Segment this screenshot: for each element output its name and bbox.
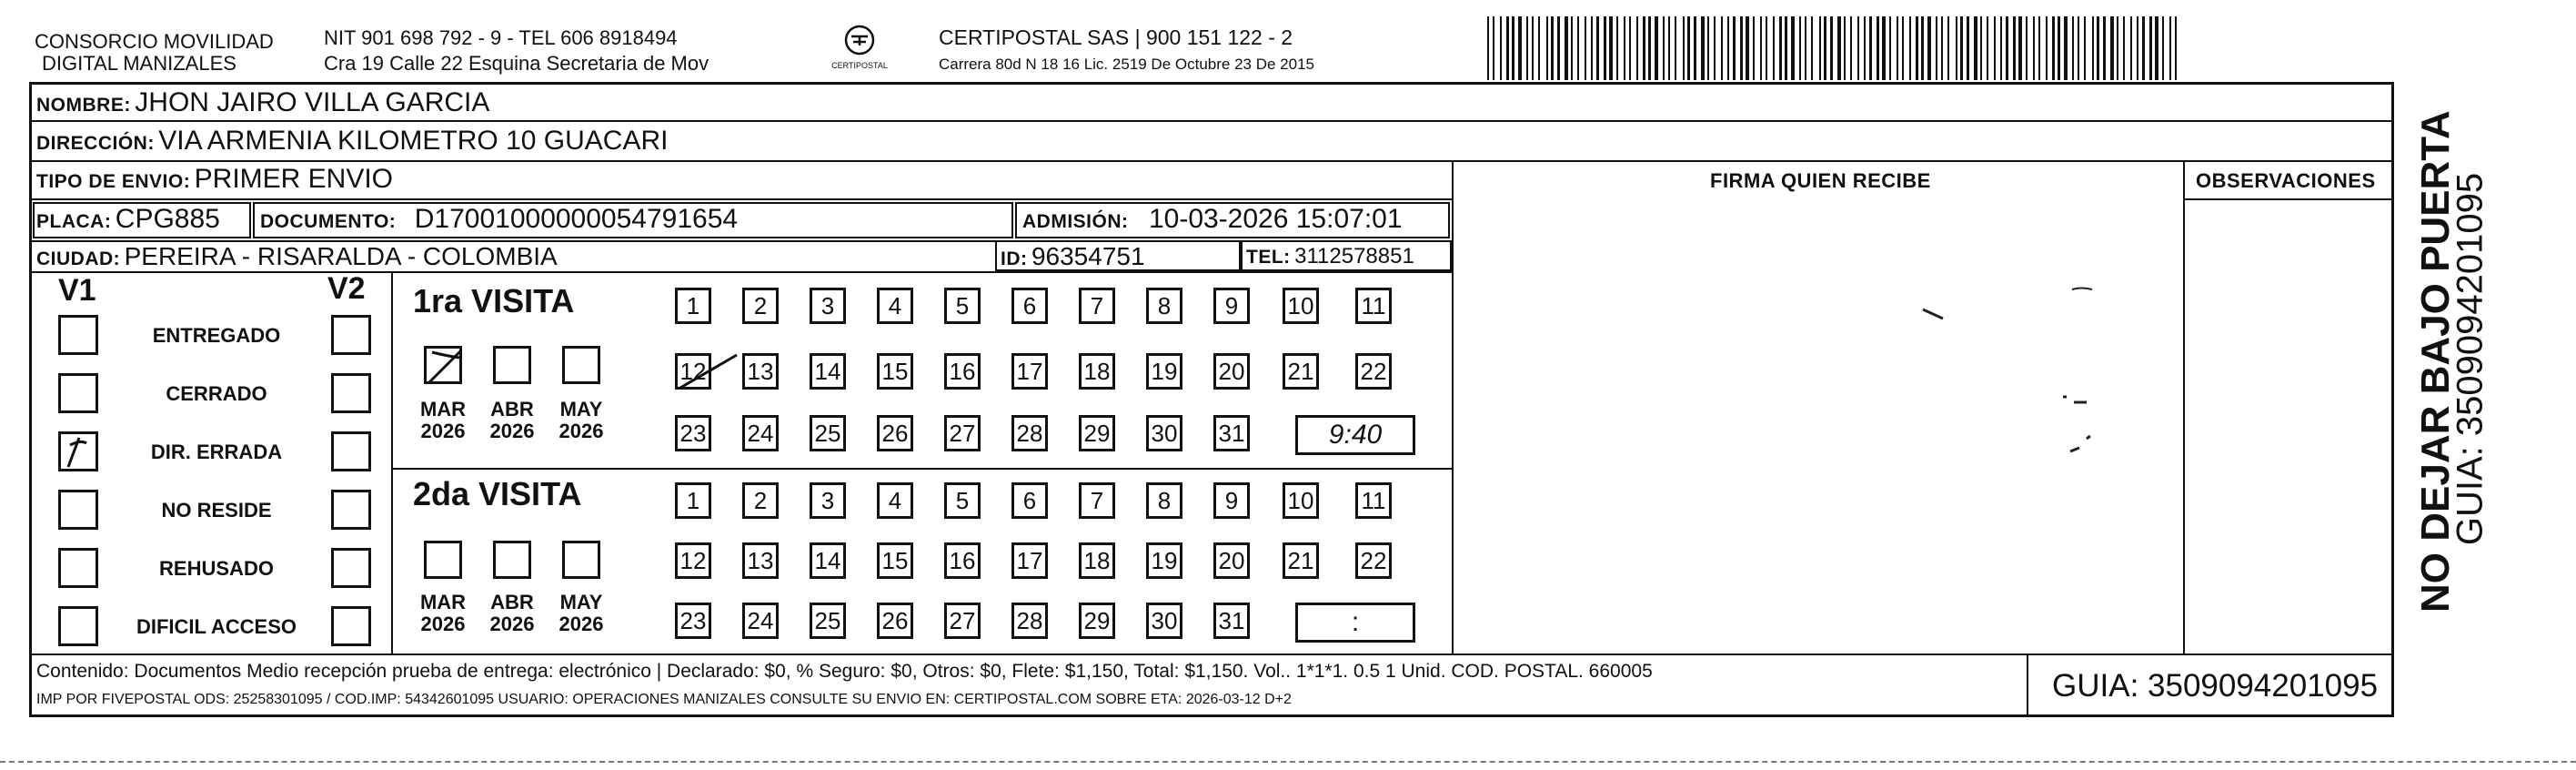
month-year: 2026: [489, 613, 535, 635]
side-guia-text: GUIA: 3509094201095: [2450, 172, 2490, 546]
v2-checkbox[interactable]: [331, 548, 371, 588]
v1-label: V1: [58, 273, 96, 308]
v2-checkbox[interactable]: [331, 315, 371, 355]
month-name: MAY: [559, 398, 603, 420]
company-line2: DIGITAL MANIZALES: [42, 52, 236, 75]
nombre-row: [36, 87, 489, 118]
cut-line: [0, 761, 2576, 763]
first-visit-day-box[interactable]: 13: [742, 353, 779, 390]
no-dejar-text: NO DEJAR BAJO PUERTA: [2413, 110, 2458, 613]
direccion-label: DIRECCIÓN:: [36, 133, 155, 154]
first-visit-day-box[interactable]: 11: [1355, 288, 1392, 324]
second-visit-day-box[interactable]: 7: [1079, 482, 1115, 519]
month-name: MAR: [419, 398, 467, 420]
status-label: REHUSADO: [159, 557, 274, 580]
first-visit-day-box[interactable]: 19: [1146, 353, 1182, 390]
status-label: NO RESIDE: [161, 499, 272, 522]
tipo-envio-label: TIPO DE ENVIO:: [36, 171, 191, 192]
first-visit-day-box[interactable]: 14: [810, 353, 846, 390]
month-name: MAR: [419, 591, 467, 613]
id-field: [1001, 242, 1145, 271]
second-visit-day-box[interactable]: 16: [944, 542, 981, 579]
documento-label: DOCUMENTO:: [260, 211, 397, 232]
nombre-value: JHON JAIRO VILLA GARCIA: [135, 87, 490, 117]
second-visit-day-box[interactable]: 11: [1355, 482, 1392, 519]
second-visit-day-box[interactable]: 9: [1213, 482, 1250, 519]
first-visit-day-box[interactable]: 8: [1146, 288, 1182, 324]
second-visit-day-box[interactable]: 18: [1079, 542, 1115, 579]
certipostal-logo: [810, 24, 910, 76]
first-visit-day-box[interactable]: 16: [944, 353, 981, 390]
first-visit-day-box[interactable]: 5: [944, 288, 981, 324]
id-value: 96354751: [1031, 242, 1145, 270]
contenido-text: Contenido: Documentos Medio recepción prueba de entrega: electrónico | Declarado: $0, % Seguro: $0, Otros: $0, Flete: $1,150, Total: $1,150. Vol.. 1*1*1. 0.5 1 Unid. COD. POSTAL. 660005: [36, 661, 1653, 682]
first-visit-day-box[interactable]: 12: [675, 353, 711, 390]
first-visit-month-label: [549, 399, 613, 442]
second-visit-day-box[interactable]: 13: [742, 542, 779, 579]
month-year: 2026: [558, 613, 604, 635]
second-visit-day-box[interactable]: 21: [1283, 542, 1319, 579]
second-visit-day-box[interactable]: 12: [675, 542, 711, 579]
second-visit-month-box[interactable]: [493, 541, 531, 579]
observaciones-label: OBSERVACIONES: [2196, 169, 2376, 192]
second-visit-day-box[interactable]: 28: [1011, 603, 1048, 639]
address-line: Cra 19 Calle 22 Esquina Secretaria de Mov: [324, 52, 709, 75]
month-year: 2026: [558, 420, 604, 442]
second-visit-month-label: [411, 592, 475, 635]
first-visit-month-label: [411, 399, 475, 442]
first-visit-day-box[interactable]: 2: [742, 288, 779, 324]
tel-value: 3112578851: [1294, 244, 1414, 268]
first-visit-day-box[interactable]: 6: [1011, 288, 1048, 324]
first-visit-day-box[interactable]: 22: [1355, 353, 1392, 390]
day-check-icon: [677, 351, 740, 391]
second-visit-month-box[interactable]: [424, 541, 462, 579]
placa-label: PLACA:: [36, 211, 112, 232]
v1-checkbox[interactable]: [58, 373, 98, 413]
first-visit-day-box[interactable]: 25: [810, 415, 846, 451]
second-visit-day-box[interactable]: 19: [1146, 542, 1182, 579]
company-name: [35, 31, 274, 75]
status-label: CERRADO: [166, 382, 267, 405]
checkmark-icon: [61, 434, 97, 471]
first-visit-month-box[interactable]: [493, 346, 531, 384]
status-label: ENTREGADO: [152, 324, 281, 347]
courier-line2: Carrera 80d N 18 16 Lic. 2519 De Octubre 23 De 2015: [939, 56, 1314, 73]
second-visit-day-box[interactable]: 4: [877, 482, 913, 519]
first-visit-time: 9:40: [1328, 420, 1383, 450]
month-name: ABR: [490, 398, 534, 420]
v1-checkbox[interactable]: [58, 606, 98, 646]
v2-checkbox[interactable]: [331, 606, 371, 646]
first-visit-month-label: [480, 399, 544, 442]
direccion-value: VIA ARMENIA KILOMETRO 10 GUACARI: [158, 126, 669, 156]
v1-checkbox[interactable]: [58, 548, 98, 588]
second-visit-day-box[interactable]: 20: [1213, 542, 1250, 579]
first-visit-day-box[interactable]: 27: [944, 415, 981, 451]
second-visit-day-box[interactable]: 2: [742, 482, 779, 519]
barcode: [1487, 16, 2180, 80]
first-visit-day-box[interactable]: 10: [1283, 288, 1319, 324]
first-visit-day-box[interactable]: 15: [877, 353, 913, 390]
first-visit-day-box[interactable]: 31: [1213, 415, 1250, 451]
second-visit-day-box[interactable]: 1: [675, 482, 711, 519]
first-visit-day-box[interactable]: 18: [1079, 353, 1115, 390]
company-contact: [324, 27, 709, 75]
second-visit-day-box[interactable]: 6: [1011, 482, 1048, 519]
first-visit-month-box[interactable]: [562, 346, 600, 384]
first-visit-day-box[interactable]: 1: [675, 288, 711, 324]
first-visit-day-box[interactable]: 26: [877, 415, 913, 451]
first-visit-day-box[interactable]: 29: [1079, 415, 1115, 451]
v2-checkbox[interactable]: [331, 490, 371, 530]
second-visit-day-box[interactable]: 5: [944, 482, 981, 519]
tel-field: [1246, 244, 1414, 269]
nit-line: NIT 901 698 792 - 9 - TEL 606 8918494: [324, 26, 678, 49]
nombre-label: NOMBRE:: [36, 95, 131, 116]
admision-label: ADMISIÓN:: [1022, 211, 1129, 232]
first-visit-label: 1ra VISITA: [413, 282, 575, 319]
v2-label: V2: [327, 271, 366, 306]
month-name: MAY: [559, 591, 603, 613]
admision-field: [1022, 204, 1403, 235]
check-slash-icon: [427, 349, 465, 387]
second-visit-day-box[interactable]: 14: [810, 542, 846, 579]
second-visit-day-box[interactable]: 22: [1355, 542, 1392, 579]
logo-text: CERTIPOSTAL: [831, 61, 888, 70]
first-visit-month-box[interactable]: [424, 346, 462, 384]
company-line1: CONSORCIO MOVILIDAD: [35, 30, 274, 53]
v1-checkbox[interactable]: [58, 431, 98, 471]
second-visit-day-box[interactable]: 3: [810, 482, 846, 519]
first-visit-day-box[interactable]: 28: [1011, 415, 1048, 451]
second-visit-day-box[interactable]: 8: [1146, 482, 1182, 519]
month-year: 2026: [489, 420, 535, 442]
month-year: 2026: [420, 613, 466, 635]
first-visit-day-box[interactable]: 30: [1146, 415, 1182, 451]
footer-guia: GUIA: 3509094201095: [2052, 668, 2379, 704]
second-visit-day-box[interactable]: 23: [675, 603, 711, 639]
month-name: ABR: [490, 591, 534, 613]
signature-marks: [1892, 273, 2128, 510]
month-year: 2026: [420, 420, 466, 442]
imp-text: IMP POR FIVEPOSTAL ODS: 25258301095 / COD.IMP: 54342601095 USUARIO: OPERACIONES MANIZALES CONSULTE SU ENVIO EN: CERTIPOSTAL.COM SOBRE ETA: 2026-03-12 D+2: [36, 692, 1292, 707]
first-visit-day-box[interactable]: 20: [1213, 353, 1250, 390]
first-visit-day-box[interactable]: 21: [1283, 353, 1319, 390]
first-visit-day-box[interactable]: 9: [1213, 288, 1250, 324]
second-visit-day-box[interactable]: 17: [1011, 542, 1048, 579]
v2-checkbox[interactable]: [331, 373, 371, 413]
placa-value: CPG885: [115, 204, 220, 234]
second-visit-day-box[interactable]: 15: [877, 542, 913, 579]
second-visit-day-box[interactable]: 25: [810, 603, 846, 639]
admision-value: 10-03-2026 15:07:01: [1148, 204, 1403, 234]
courier-line1: CERTIPOSTAL SAS | 900 151 122 - 2: [939, 25, 1293, 49]
first-visit-day-box[interactable]: 7: [1079, 288, 1115, 324]
first-visit-time-box[interactable]: [1295, 415, 1415, 455]
v1-checkbox[interactable]: [58, 490, 98, 530]
status-label: DIR. ERRADA: [150, 441, 283, 463]
documento-value: D17001000000054791654: [414, 204, 739, 234]
first-visit-day-box[interactable]: 4: [877, 288, 913, 324]
logo-icon: [837, 24, 882, 56]
placa-field: [36, 204, 220, 235]
tipo-envio-row: [36, 164, 393, 195]
tel-label: TEL:: [1246, 247, 1291, 268]
first-visit-day-box[interactable]: 24: [742, 415, 779, 451]
second-visit-day-box[interactable]: 29: [1079, 603, 1115, 639]
first-visit-day-box[interactable]: 17: [1011, 353, 1048, 390]
second-visit-day-box[interactable]: 24: [742, 603, 779, 639]
v2-checkbox[interactable]: [331, 431, 371, 471]
second-visit-time: :: [1351, 607, 1360, 637]
first-visit-day-box[interactable]: 23: [675, 415, 711, 451]
firma-label: FIRMA QUIEN RECIBE: [1710, 169, 1931, 192]
ciudad-field: [36, 242, 558, 271]
id-label: ID:: [1001, 248, 1028, 269]
second-visit-month-label: [480, 592, 544, 635]
status-label: DIFICIL ACCESO: [136, 615, 297, 638]
ciudad-label: CIUDAD:: [36, 248, 121, 269]
second-visit-day-box[interactable]: 31: [1213, 603, 1250, 639]
second-visit-label: 2da VISITA: [413, 475, 582, 512]
second-visit-day-box[interactable]: 26: [877, 603, 913, 639]
second-visit-month-box[interactable]: [562, 541, 600, 579]
documento-field: [260, 204, 738, 235]
second-visit-month-label: [549, 592, 613, 635]
direccion-row: [36, 126, 668, 157]
v1-checkbox[interactable]: [58, 315, 98, 355]
courier-info: [939, 25, 1314, 74]
first-visit-day-box[interactable]: 3: [810, 288, 846, 324]
second-visit-day-box[interactable]: 30: [1146, 603, 1182, 639]
tipo-envio-value: PRIMER ENVIO: [194, 164, 394, 194]
ciudad-value: PEREIRA - RISARALDA - COLOMBIA: [124, 242, 558, 270]
second-visit-time-box[interactable]: [1295, 603, 1415, 643]
second-visit-day-box[interactable]: 27: [944, 603, 981, 639]
second-visit-day-box[interactable]: 10: [1283, 482, 1319, 519]
